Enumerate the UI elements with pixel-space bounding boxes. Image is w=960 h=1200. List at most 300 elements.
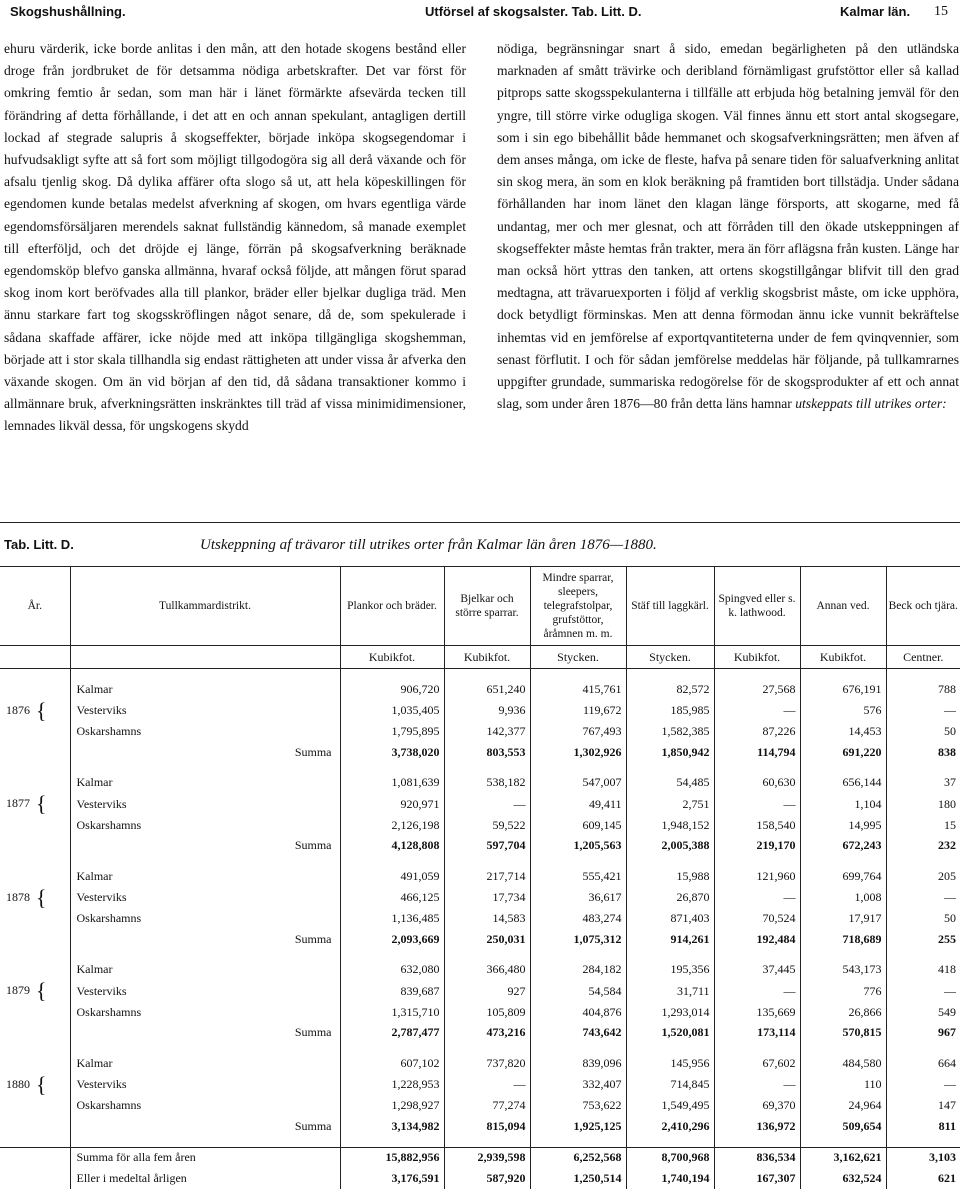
value-cell: — [444,1074,530,1096]
spacer-cell [714,950,800,960]
header-section: Skogshushållning. [10,4,126,19]
value-cell: 15 [886,815,960,836]
unit-cell: Kubikfot. [444,646,530,669]
spacer-row [0,1043,960,1053]
summa-value: 219,170 [714,836,800,857]
table-row [0,960,960,981]
total-value: 15,882,956 [340,1147,444,1168]
summa-value: 1,520,081 [626,1023,714,1044]
value-cell: 147 [886,1096,960,1117]
summa-value: 192,484 [714,929,800,950]
value-cell: 664 [886,1053,960,1074]
value-cell: 284,182 [530,960,626,981]
table-row [0,793,960,815]
year-cell [0,1023,70,1044]
value-cell: 121,960 [714,866,800,887]
left-text-column: ehuru värderik, icke borde anlitas i den mån, att den hotade skogens bestånd eller droge från jordbruket de för detsamma nödiga arbetskrafter. Det var först för omkring femtio år sedan, som man här i länet förmärkte afsevärda tecken till förändring af detta förhållande, i det att en och annan spekulant, antagligen dertill lockad af stegrade salupris å skogseffekter, började inköpa skogsegendomar i hufvudsakligt syfte att så fort som möjligt tillgodogöra sig all derå växande och för afsalu tjenlig skog. Då dylika affärer ofta slogo så ut, att hela köpeskillingen för egendomen kunde betalas medelst afverkning af skogen, om hvars egentliga värde egendomsförsäljaren merendels saknat fullständig kännedom, så manade exemplet till efterföljd, och det dröjde ej länge, förrän på skogsafverkning beräknade egendomsköp blefvo ganska allmänna, hvaraf också följde, att mången förut sparad skog inom kort beröfvades alla till plankor, bräder eller bjelkar dugliga träd. Men ännu starkare fart tog skogsskröflingen något senare, då de, som spekulerade i sådana skaffade affärer, icke nöjde med att inköpa tillgängliga skogshemman, började att i stor skala tillhandla sig endast rättigheten att under vissa år afverka den växande skogen. Om än vid början af den tid, då sådana transaktioner kommo i allmännare bruk, afverkningsrätten inskränktes till träd af vissa minimidimensioner, lemnades likväl dessa, för ungskogens skydd [4,41,466,434]
spacer-cell [444,669,530,680]
summa-value: 4,128,808 [340,836,444,857]
district-cell: Vesterviks [70,980,340,1002]
year-cell [0,793,70,815]
value-cell: 2,126,198 [340,815,444,836]
value-cell: 871,403 [626,909,714,930]
table-label: Tab. Litt. D. [4,537,74,552]
value-cell: 1,795,895 [340,722,444,743]
value-cell: 776 [800,980,886,1002]
summa-row [0,742,960,763]
value-cell: 14,995 [800,815,886,836]
value-cell: 87,226 [714,722,800,743]
table-row [0,1096,960,1117]
page-header [0,4,960,26]
summa-value: 1,850,942 [626,742,714,763]
total-value: 836,534 [714,1147,800,1168]
value-cell: 135,669 [714,1002,800,1023]
units-empty [0,646,70,669]
value-cell: — [714,887,800,909]
spacer-cell [530,950,626,960]
summa-value: 232 [886,836,960,857]
summa-label: Summa [70,929,340,950]
col-staf: Stäf till laggkärl. [626,567,714,646]
value-cell: 491,059 [340,866,444,887]
spacer-cell [444,1043,530,1053]
summa-value: 2,005,388 [626,836,714,857]
col-spingved: Spingved eller s. k. lathwood. [714,567,800,646]
value-cell: 59,522 [444,815,530,836]
spacer-cell [626,669,714,680]
spacer-cell [340,669,444,680]
summa-value: 570,815 [800,1023,886,1044]
spacer-cell [714,1137,800,1148]
spacer-cell [800,763,886,773]
year-cell [0,929,70,950]
value-cell: — [714,793,800,815]
summa-value: 803,553 [444,742,530,763]
summa-value: 914,261 [626,929,714,950]
table-row [0,1053,960,1074]
summa-label: Summa [70,1116,340,1137]
year-cell [0,909,70,930]
value-cell: 60,630 [714,773,800,794]
district-cell: Oskarshamns [70,1096,340,1117]
right-text-column [497,38,959,415]
summa-value: 838 [886,742,960,763]
value-cell: 415,761 [530,679,626,700]
district-cell: Vesterviks [70,700,340,722]
district-cell: Oskarshamns [70,722,340,743]
value-cell: 9,936 [444,700,530,722]
summa-row [0,1023,960,1044]
spacer-cell [800,1137,886,1148]
value-cell: 714,845 [626,1074,714,1096]
average-value: 3,176,591 [340,1168,444,1189]
value-cell: 1,293,014 [626,1002,714,1023]
summa-value: 1,205,563 [530,836,626,857]
value-cell: 1,948,152 [626,815,714,836]
page-number: 15 [934,4,948,19]
value-cell: 547,007 [530,773,626,794]
table-heading [0,537,960,561]
average-value: 167,307 [714,1168,800,1189]
value-cell: 14,583 [444,909,530,930]
col-plankor: Plankor och bräder. [340,567,444,646]
year-cell [0,1116,70,1137]
table-row [0,1002,960,1023]
spacer-cell [340,1137,444,1148]
header-table-ref: Utförsel af skogsalster. Tab. Litt. D. [425,4,642,19]
summa-value: 114,794 [714,742,800,763]
spacer-cell [626,1043,714,1053]
spacer-cell [0,950,70,960]
value-cell: 1,315,710 [340,1002,444,1023]
total-value: 3,162,621 [800,1147,886,1168]
value-cell: 145,956 [626,1053,714,1074]
value-cell: — [714,1074,800,1096]
district-cell: Kalmar [70,679,340,700]
district-cell: Kalmar [70,1053,340,1074]
table-row [0,773,960,794]
unit-cell: Kubikfot. [340,646,444,669]
district-cell: Kalmar [70,866,340,887]
value-cell: — [714,700,800,722]
value-cell: 67,602 [714,1053,800,1074]
units-row [0,646,960,669]
summa-row [0,929,960,950]
total-value: 6,252,568 [530,1147,626,1168]
spacer-cell [70,856,340,866]
col-mindre: Mindre sparrar, sleepers, telegrafstolpar, grufstöttor, åråmnen m. m. [530,567,626,646]
spacer-cell [626,763,714,773]
table-title: Utskeppning af trävaror till utrikes orter från Kalmar län åren 1876—1880. [200,537,657,553]
district-cell: Oskarshamns [70,909,340,930]
spacer-cell [714,763,800,773]
spacer-cell [70,1043,340,1053]
unit-cell: Kubikfot. [800,646,886,669]
value-cell: 676,191 [800,679,886,700]
spacer-cell [626,950,714,960]
unit-cell: Stycken. [530,646,626,669]
spacer-cell [444,763,530,773]
summa-value: 2,410,296 [626,1116,714,1137]
year-cell [0,742,70,763]
average-value: 1,740,194 [626,1168,714,1189]
value-cell: 906,720 [340,679,444,700]
summa-value: 1,925,125 [530,1116,626,1137]
value-cell: 50 [886,909,960,930]
value-cell: 737,820 [444,1053,530,1074]
value-cell: 217,714 [444,866,530,887]
value-cell: — [714,980,800,1002]
value-cell: 332,407 [530,1074,626,1096]
value-cell: 70,524 [714,909,800,930]
average-value: 632,524 [800,1168,886,1189]
value-cell: 158,540 [714,815,800,836]
col-annan-ved: Annan ved. [800,567,886,646]
brace-icon: { [36,791,47,816]
value-cell: 54,485 [626,773,714,794]
spacer-cell [340,856,444,866]
summa-value: 2,787,477 [340,1023,444,1044]
value-cell: 788 [886,679,960,700]
summa-value: 815,094 [444,1116,530,1137]
value-cell: 927 [444,980,530,1002]
summa-label: Summa [70,1023,340,1044]
value-cell: 205 [886,866,960,887]
value-cell: 483,274 [530,909,626,930]
value-cell: 1,081,639 [340,773,444,794]
year-cell [0,1053,70,1074]
year-label: 1878 [6,889,30,904]
year-label: 1877 [6,795,30,810]
value-cell: 82,572 [626,679,714,700]
value-cell: 418 [886,960,960,981]
summa-value: 509,654 [800,1116,886,1137]
spacer-cell [70,950,340,960]
summa-row [0,1116,960,1137]
value-cell: 14,453 [800,722,886,743]
summa-label: Summa [70,742,340,763]
value-cell: 142,377 [444,722,530,743]
summa-value: 173,114 [714,1023,800,1044]
unit-cell: Kubikfot. [714,646,800,669]
value-cell: 31,711 [626,980,714,1002]
table-row [0,909,960,930]
summa-value: 597,704 [444,836,530,857]
value-cell: — [886,700,960,722]
total-row [0,1147,960,1168]
year-cell [0,1071,70,1097]
value-cell: 105,809 [444,1002,530,1023]
table-row [0,679,960,700]
brace-icon: { [36,1071,47,1097]
value-cell: 609,145 [530,815,626,836]
table-row [0,815,960,836]
spacer-cell [0,763,70,773]
spacer-cell [886,856,960,866]
spacer-cell [626,856,714,866]
spacer-cell [340,1043,444,1053]
value-cell: 632,080 [340,960,444,981]
table-row [0,700,960,722]
spacer-row [0,1137,960,1148]
spacer-row [0,856,960,866]
unit-cell: Centner. [886,646,960,669]
total-value: 3,103 [886,1147,960,1168]
col-beck: Beck och tjära. [886,567,960,646]
summa-value: 1,075,312 [530,929,626,950]
units-empty [70,646,340,669]
average-row [0,1168,960,1189]
year-cell [0,1147,70,1168]
summa-value: 473,216 [444,1023,530,1044]
value-cell: 69,370 [714,1096,800,1117]
year-cell [0,866,70,887]
summa-value: 2,093,669 [340,929,444,950]
value-cell: — [886,1074,960,1096]
table-row [0,866,960,887]
year-cell [0,980,70,1002]
value-cell: 49,411 [530,793,626,815]
summa-value: 691,220 [800,742,886,763]
summa-label: Summa [70,836,340,857]
district-cell: Oskarshamns [70,1002,340,1023]
spacer-cell [886,950,960,960]
section-divider [0,522,960,523]
header-row [0,567,960,646]
value-cell: — [444,793,530,815]
spacer-cell [886,763,960,773]
value-cell: 77,274 [444,1096,530,1117]
spacer-cell [626,1137,714,1148]
spacer-cell [444,950,530,960]
average-label: Eller i medeltal årligen [70,1168,340,1189]
spacer-cell [530,856,626,866]
value-cell: 37 [886,773,960,794]
spacer-cell [800,950,886,960]
value-cell: 24,964 [800,1096,886,1117]
spacer-cell [340,763,444,773]
average-value: 587,920 [444,1168,530,1189]
average-value: 1,250,514 [530,1168,626,1189]
spacer-cell [530,1043,626,1053]
total-value: 2,939,598 [444,1147,530,1168]
value-cell: 699,764 [800,866,886,887]
spacer-cell [70,763,340,773]
col-year: År. [27,600,42,612]
value-cell: 17,917 [800,909,886,930]
spacer-cell [444,1137,530,1148]
value-cell: 839,096 [530,1053,626,1074]
value-cell: 366,480 [444,960,530,981]
value-cell: 2,751 [626,793,714,815]
spacer-cell [0,669,70,680]
year-cell [0,722,70,743]
spacer-cell [800,1043,886,1053]
summa-value: 255 [886,929,960,950]
summa-value: 3,738,020 [340,742,444,763]
value-cell: 1,136,485 [340,909,444,930]
year-cell [0,1168,70,1189]
value-cell: 195,356 [626,960,714,981]
summa-value: 136,972 [714,1116,800,1137]
spacer-row [0,950,960,960]
value-cell: 1,228,953 [340,1074,444,1096]
value-cell: 466,125 [340,887,444,909]
value-cell: 15,988 [626,866,714,887]
value-cell: 767,493 [530,722,626,743]
value-cell: 180 [886,793,960,815]
value-cell: 26,866 [800,1002,886,1023]
district-cell: Vesterviks [70,793,340,815]
spacer-cell [0,1043,70,1053]
brace-icon: { [36,978,47,1003]
year-cell [0,815,70,836]
year-label: 1880 [6,1076,30,1091]
value-cell: 753,622 [530,1096,626,1117]
spacer-cell [530,763,626,773]
total-value: 8,700,968 [626,1147,714,1168]
year-cell [0,836,70,857]
average-value: 621 [886,1168,960,1189]
value-cell: 50 [886,722,960,743]
spacer-cell [0,856,70,866]
header-county: Kalmar län. [840,4,911,19]
value-cell: 17,734 [444,887,530,909]
col-bjelkar: Bjelkar och större sparrar. [444,567,530,646]
value-cell: 484,580 [800,1053,886,1074]
spacer-row [0,669,960,680]
value-cell: 1,008 [800,887,886,909]
summa-value: 1,302,926 [530,742,626,763]
year-cell [0,1096,70,1117]
value-cell: 27,568 [714,679,800,700]
district-cell: Vesterviks [70,887,340,909]
spacer-row [0,763,960,773]
value-cell: 1,298,927 [340,1096,444,1117]
brace-icon: { [36,697,47,723]
value-cell: 1,035,405 [340,700,444,722]
spacer-cell [800,856,886,866]
summa-value: 967 [886,1023,960,1044]
right-text-body: nödiga, begränsningar snart å sido, emedan begärligheten på den utländska marknaden af smått trävirke och deribland förnämligast grufstöttor eller så kallad pitprops satte skogsspekulanterna i tillfälle att erbjuda hög betalning jemväl för den yngre, till större virke odugliga skogen. Väl finnes ännu ett stort antal skogsegare, som i sin ego bibehållit både hemmanet och skogsafverkningsrätten; men äfven af dem anses många, om icke de fleste, hafva på senare tiden för saluafverkning anlitat sin skog mera, än som en klok beräkning på framtiden bort tillstädja. Under sådana förhållanden har inom länet den klagan länge försports, att skogarne, med få undantag, mer och mer glesnat, och att förråden till den ökade utskeppningen af skogseffekter måste hemtas från trakter, mera än förr aflägsna från kusten. Länge har man också hört yttras den tanken, att ortens skogstillgångar blifvit till den grad medtagna, att trävaruexporten i följd af verklig skogsbrist måste, om icke upphöra, dock betydligt förminskas. Men att denna förmodan ännu icke vunnit bekräftelse inhemtas vid en jemförelse af exportqvantiteterna under de fem qvinqvennier, som senast förflutit. I och för sådan jemförelse meddelas här följande, på tullkamrarnes uppgifter grundade, summariska redogörelse för de skogsprodukter af ett och annat slag, som under åren 1876—80 från detta läns hamnar [497,41,959,412]
summa-value: 718,689 [800,929,886,950]
spacer-cell [886,1043,960,1053]
year-cell [0,960,70,981]
year-cell [0,679,70,700]
value-cell: 607,102 [340,1053,444,1074]
value-cell: 54,584 [530,980,626,1002]
spacer-cell [70,1137,340,1148]
value-cell: 185,985 [626,700,714,722]
value-cell: 110 [800,1074,886,1096]
summa-value: 672,243 [800,836,886,857]
table-row [0,1074,960,1096]
summa-row [0,836,960,857]
district-cell: Oskarshamns [70,815,340,836]
spacer-cell [70,669,340,680]
total-label: Summa för alla fem åren [70,1147,340,1168]
value-cell: 549 [886,1002,960,1023]
table-row [0,887,960,909]
value-cell: 36,617 [530,887,626,909]
year-label: 1876 [6,702,30,717]
summa-value: 250,031 [444,929,530,950]
value-cell: 543,173 [800,960,886,981]
value-cell: 576 [800,700,886,722]
value-cell: 1,104 [800,793,886,815]
value-cell: 538,182 [444,773,530,794]
spacer-cell [0,1137,70,1148]
district-cell: Kalmar [70,773,340,794]
spacer-cell [714,669,800,680]
spacer-cell [714,856,800,866]
value-cell: 555,421 [530,866,626,887]
value-cell: — [886,980,960,1002]
export-table [0,566,960,1189]
year-cell [0,1002,70,1023]
unit-cell: Stycken. [626,646,714,669]
spacer-cell [886,669,960,680]
value-cell: 37,445 [714,960,800,981]
spacer-cell [340,950,444,960]
spacer-cell [714,1043,800,1053]
spacer-cell [800,669,886,680]
value-cell: 119,672 [530,700,626,722]
brace-icon: { [36,884,47,910]
value-cell: 404,876 [530,1002,626,1023]
right-text-italic: utskeppats till utrikes orter: [795,396,947,412]
